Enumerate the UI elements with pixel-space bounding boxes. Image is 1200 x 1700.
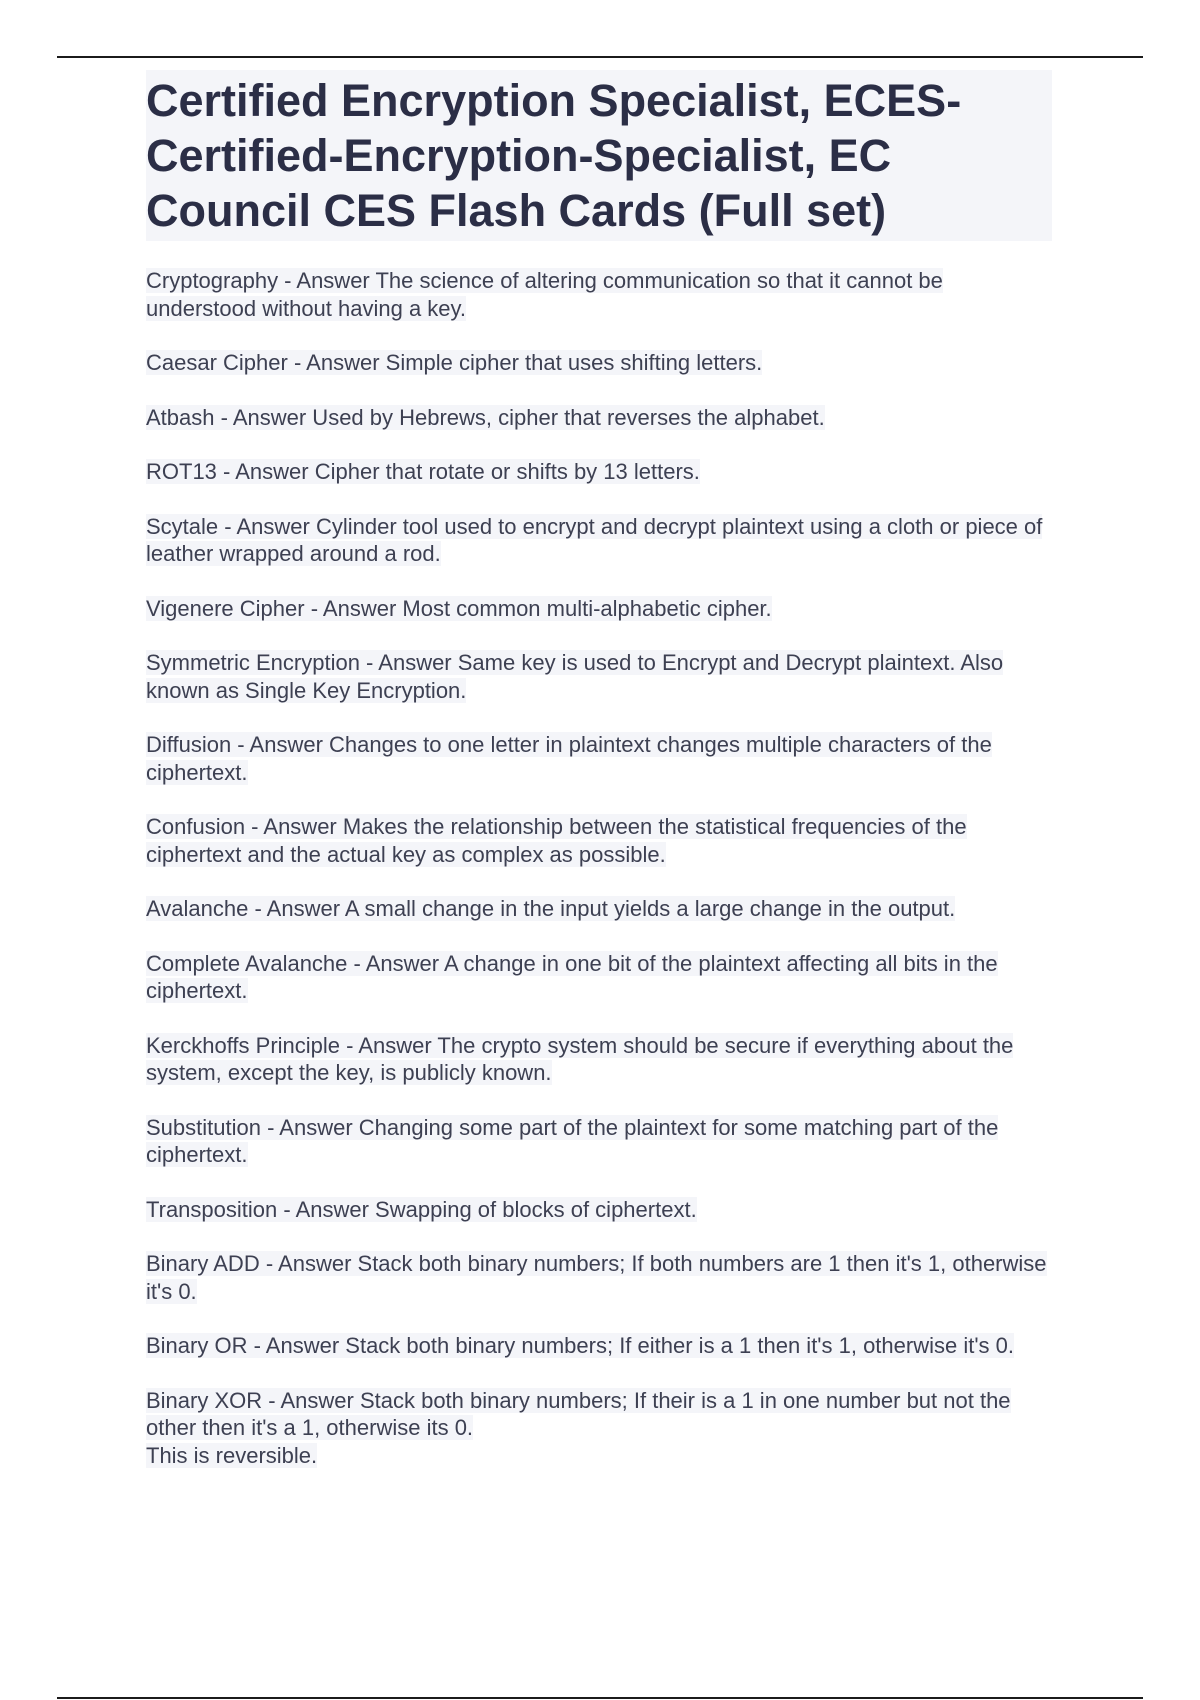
flashcard [146,950,1052,1005]
flashcard-text: Transposition - Answer Swapping of blocks of ciphertext. [146,1196,697,1222]
flashcard-text: Binary OR - Answer Stack both binary numbers; If either is a 1 then it's 1, otherwise it's 0. [146,1333,1015,1358]
flashcard [146,1332,1052,1360]
flashcard-list [146,267,1052,1469]
flashcard [146,1114,1052,1169]
flashcard-text: Atbash - Answer Used by Hebrews, cipher that reverses the alphabet. [146,404,825,430]
flashcard-extra-text: This is reversible. [146,1442,318,1468]
document-content [146,70,1052,1496]
flashcard-text: Substitution - Answer Changing some part of the plaintext for some matching part of the ciphertext. [146,1114,999,1167]
bottom-rule [57,1697,1143,1699]
flashcard [146,1387,1052,1470]
flashcard [146,513,1052,568]
flashcard-text: Symmetric Encryption - Answer Same key is used to Encrypt and Decrypt plaintext. Also known as Single Key Encryption. [146,650,1004,703]
flashcard [146,349,1052,377]
flashcard [146,458,1052,486]
flashcard-text: Avalanche - Answer A small change in the input yields a large change in the output. [146,896,956,921]
flashcard [146,1196,1052,1224]
flashcard [146,813,1052,868]
flashcard-text: Confusion - Answer Makes the relationship between the statistical frequencies of the ciphertext and the actual key as complex as possible. [146,814,967,867]
flashcard-text: Binary ADD - Answer Stack both binary numbers; If both numbers are 1 then it's 1, otherwise it's 0. [146,1251,1047,1304]
flashcard [146,595,1052,623]
top-rule [57,56,1143,58]
flashcard [146,731,1052,786]
flashcard-text: Cryptography - Answer The science of altering communication so that it cannot be understood without having a key. [146,268,943,321]
flashcard-text: Vigenere Cipher - Answer Most common multi-alphabetic cipher. [146,595,772,621]
flashcard-text: Binary XOR - Answer Stack both binary numbers; If their is a 1 in one number but not the other then it's a 1, otherwise its 0. [146,1387,1011,1440]
flashcard [146,267,1052,322]
flashcard [146,1032,1052,1087]
flashcard [146,404,1052,432]
flashcard-text: Kerckhoffs Principle - Answer The crypto system should be secure if everything about the system, except the key, is publicly known. [146,1032,1014,1085]
document-title: Certified Encryption Specialist, ECES-Certified-Encryption-Specialist, EC Council CES Flash Cards (Full set) [146,70,1052,241]
flashcard-text: Complete Avalanche - Answer A change in one bit of the plaintext affecting all bits in the ciphertext. [146,950,998,1003]
flashcard-text: Caesar Cipher - Answer Simple cipher that uses shifting letters. [146,350,763,375]
flashcard [146,895,1052,923]
flashcard-text: ROT13 - Answer Cipher that rotate or shifts by 13 letters. [146,459,700,484]
flashcard-text: Scytale - Answer Cylinder tool used to encrypt and decrypt plaintext using a cloth or piece of leather wrapped around a rod. [146,513,1043,566]
flashcard [146,649,1052,704]
flashcard-text: Diffusion - Answer Changes to one letter in plaintext changes multiple characters of the ciphertext. [146,732,992,785]
flashcard [146,1250,1052,1305]
